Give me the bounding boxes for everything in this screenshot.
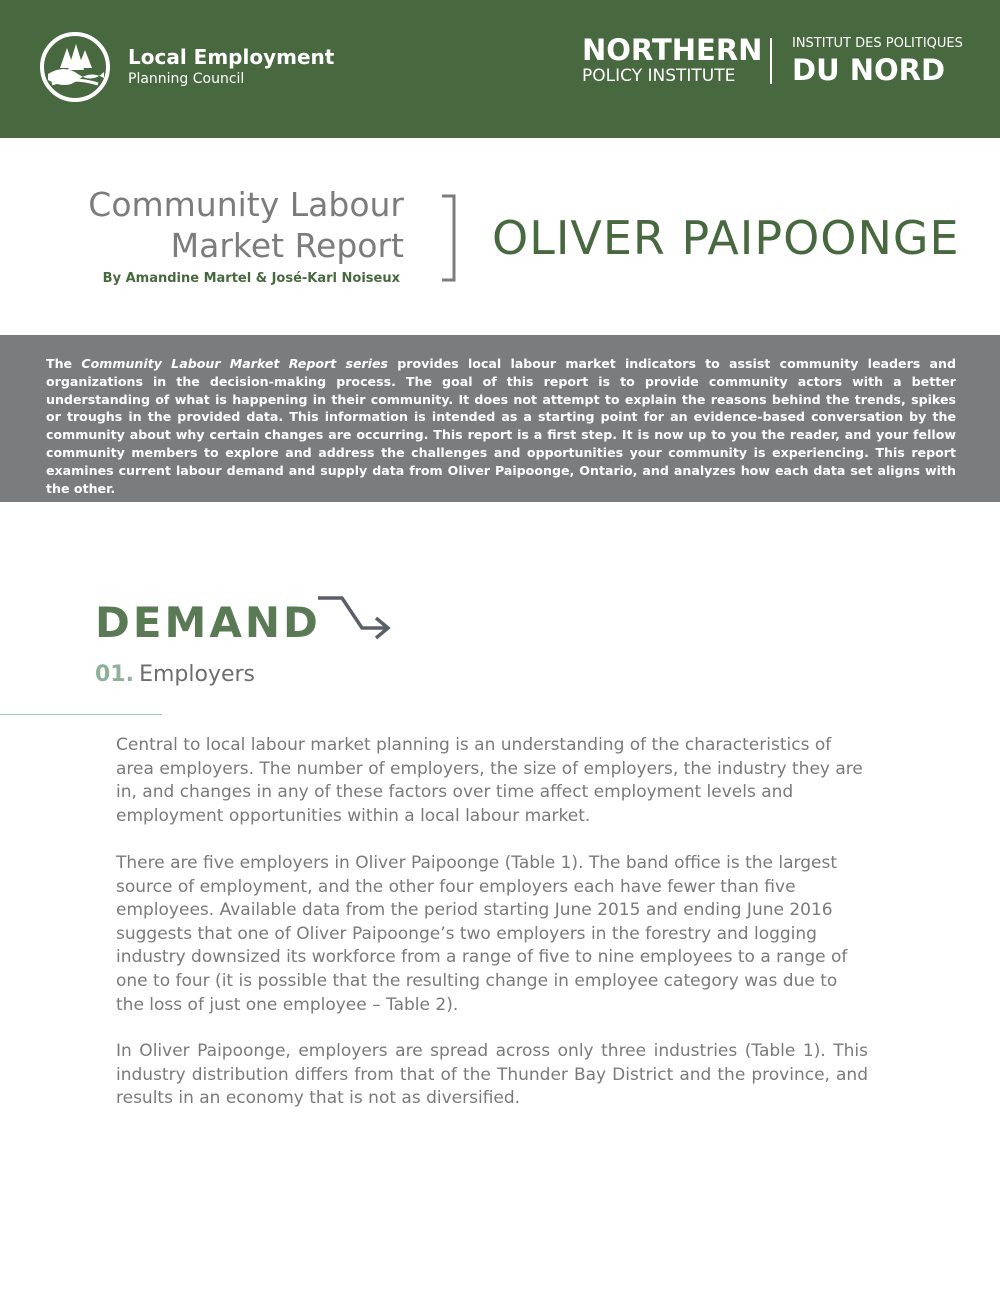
npi-fr-line2: DU NORD — [792, 53, 946, 87]
intro-series-name: Community Labour Market Report series — [81, 356, 389, 371]
title-bracket-divider — [440, 194, 456, 282]
header-band — [0, 0, 1000, 138]
npi-fr-line1: INSTITUT DES POLITIQUES — [792, 36, 963, 51]
section-heading-demand: DEMAND — [95, 598, 321, 647]
lepc-name-line1: Local Employment — [128, 45, 335, 69]
intro-paragraph — [46, 355, 956, 497]
npi-logo-english — [582, 34, 762, 86]
subsection-title — [95, 662, 255, 687]
npi-en-line2: POLICY INSTITUTE — [582, 66, 736, 86]
subsection-label: Employers — [139, 662, 256, 687]
lepc-name-line2: Planning Council — [128, 71, 245, 87]
body-paragraph-2: There are five employers in Oliver Paipoonge (Table 1). The band office is the largest source of employment, and the other four employers each have fewer than five employees. Available data from the period starting June 2015 and ending June 2016 suggests that one of Oliver Paipoonge’s two employers in the forestry and logging industry downsized its workforce from a range of five to nine employees to a range of one to four (it is possible that the resulting change in employee category was due to the loss of just one employee – Table 2). — [116, 853, 848, 1015]
section-rule — [0, 714, 162, 715]
report-authors: By Amandine Martel & José-Karl Noiseux — [102, 271, 400, 286]
body-paragraph-3: In Oliver Paipoonge, employers are spread across only three industries (Table 1). This industry distribution differs from that of the Thunder Bay District and the province, and results in an economy that is not as diversified. — [116, 1041, 868, 1109]
intro-body: provides local labour market indicators to assist community leaders and organizations in the decision-making process. The goal of this report is to provide community actors with a better understanding of what is happening in their community. It does not attempt to explain the reasons behind the trends, spikes or troughs in the provided data. This information is intended as a starting point for an evidence-based conversation by the community about why certain changes are occurring. This report is a first step. It is now up to you the reader, and your fellow community members to explore and address the challenges and opportunities your community is experiencing. This report examines current labour demand and supply data from Oliver Paipoonge, Ontario, and analyzes how each data set aligns with the other. — [46, 356, 956, 496]
lepc-logo-text — [128, 44, 334, 88]
forest-hills-circle-icon — [38, 30, 112, 104]
report-title-line1: Community Labour — [88, 185, 404, 224]
report-title-line2: Market Report — [170, 226, 404, 265]
logo-divider — [770, 38, 772, 84]
trend-down-arrow-icon — [316, 592, 392, 642]
subsection-number: 01. — [95, 662, 134, 687]
npi-logo-french — [792, 36, 963, 88]
report-title — [88, 184, 404, 266]
community-name: OLIVER PAIPOONGE — [492, 211, 960, 265]
body-paragraph-1: Central to local labour market planning is an understanding of the characteristics of area employers. The number of employers, the size of employers, the industry they are in, and changes in any of these factors over time affect employment levels and employment opportunities within a local labour market. — [116, 735, 863, 826]
intro-lead: The — [46, 356, 82, 371]
npi-en-line1: NORTHERN — [582, 33, 763, 67]
